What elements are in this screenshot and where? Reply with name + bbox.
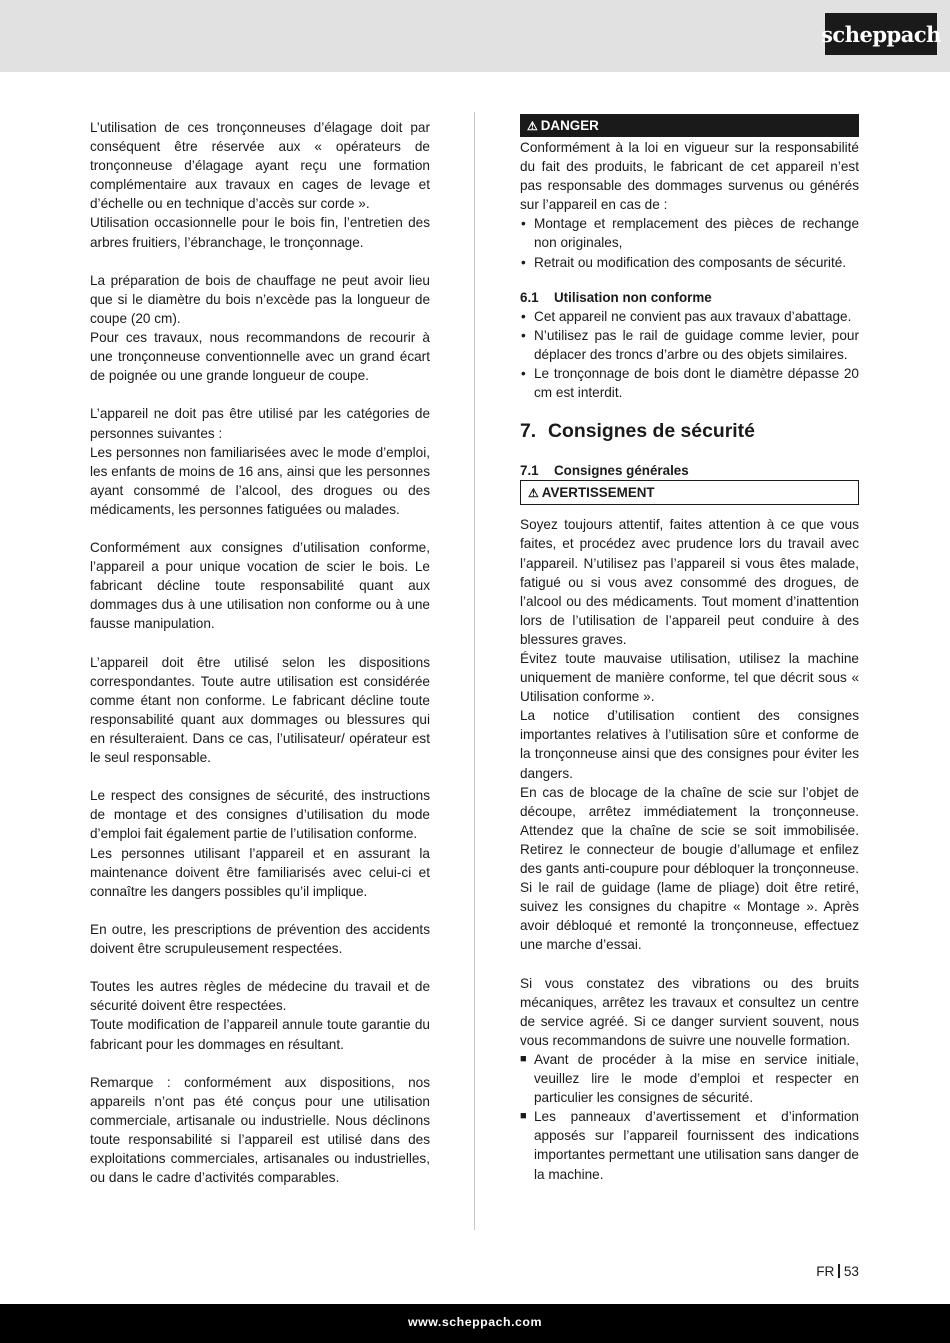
paragraph: L’utilisation de ces tronçonneuses d’élagage doit par conséquent être réservée aux « opérateurs de tronçonneuse d’élagage ayant reçu une formation complémentaire aux travaux en cages de levage et d’échelle ou en technique d’accès sur corde ». xyxy=(90,120,430,212)
bullet-icon: • xyxy=(521,308,526,324)
paragraph: Si vous constatez des vibrations ou des bruits mécaniques, arrêtez les travaux et consultez un centre de service agréé. Si ce danger survient souvent, nous vous recommandons de suivre une nouvelle formation. xyxy=(520,975,859,1048)
paragraph: Soyez toujours attentif, faites attention à ce que vous faites, et procédez avec prudence lors du travail avec l’appareil. N’utilisez pas l’appareil si vous êtes malade, fatigué ou si vous avez consommé des drogues, de l’alcool ou des médicaments. Tout moment d’inattention lors de l’utilisation de l’appareil peut conduire à des blessures graves. xyxy=(520,517,859,647)
warning-triangle-icon: ⚠ xyxy=(527,119,538,133)
danger-label: DANGER xyxy=(540,118,599,133)
paragraph: Toutes les autres règles de médecine du travail et de sécurité doivent être respectées. xyxy=(90,979,430,1014)
paragraph: Les personnes utilisant l’appareil et en assurant la maintenance doivent être familiarisés avec celui-ci et connaître les dangers possibles qu’il implique. xyxy=(90,845,430,899)
paragraph: Évitez toute mauvaise utilisation, utilisez la machine uniquement de manière conforme, tel que décrit sous « Utilisation conforme ». xyxy=(520,650,859,705)
paragraph: Remarque : conformément aux dispositions, nos appareils n’ont pas été conçus pour une utilisation commerciale, artisanale ou industrielle. Nous déclinons toute responsabilité si l’appareil est utilisé dans des exploitations commerciales, artisanales ou industrielles, ou dans le cadre d’activités comparables. xyxy=(90,1074,430,1186)
bullet-icon: • xyxy=(521,216,526,232)
square-bullet-list xyxy=(520,1050,859,1184)
paragraph: En cas de blocage de la chaîne de scie sur l’objet de découpe, arrêtez immédiatement la tronçonneuse. Attendez que la chaîne de scie se soit immobilisée. Retirez le connecteur de bougie d’allumage et enfilez des gants anti-coupure pour débloquer la tronçonneuse. Si le rail de guidage (lame de pliage) doit être retiré, suivez les consignes du chapitre « Montage ». Après avoir débloqué et remonté la tronçonneuse, effectuez une marche d’essai. xyxy=(520,784,859,953)
list-item: • Le tronçonnage de bois dont le diamètre dépasse 20 cm est interdit. xyxy=(521,366,859,401)
section-heading-7: 7. Consignes de sécurité xyxy=(520,420,755,443)
section-heading-6-1: 6.1 Utilisation non conforme xyxy=(520,289,712,305)
brand-logo: scheppach xyxy=(825,13,937,55)
list-item: • Montage et remplacement des pièces de rechange non originales, xyxy=(521,216,859,251)
left-column xyxy=(90,118,430,1187)
column-divider xyxy=(474,112,475,1230)
paragraph: L’appareil doit être utilisé selon les dispositions correspondantes. Toute autre utilisation est considérée comme étant non conforme. Le fabricant décline toute responsabilité quant aux dommages ou blessures qui en résulteraient. Dans ce cas, l’utilisateur/ opérateur est le seul responsable. xyxy=(90,654,430,766)
paragraph: L’appareil ne doit pas être utilisé par les catégories de personnes suivantes : xyxy=(90,406,430,441)
danger-box xyxy=(520,114,859,137)
list-item: ■ Les panneaux d’avertissement et d’information apposés sur l’appareil fournissent des indications importantes permettant une utilisation sans danger de la machine. xyxy=(520,1109,859,1182)
paragraph: La notice d’utilisation contient des consignes importantes relatives à l’utilisation sûre et conforme de la tronçonneuse ainsi que des consignes pour éviter les dangers. xyxy=(520,708,859,781)
website-link[interactable]: www.scheppach.com xyxy=(407,1315,543,1329)
paragraph: Pour ces travaux, nous recommandons de recourir à une tronçonneuse conventionnelle avec un grand écart de poignée ou une grande longueur de coupe. xyxy=(90,330,430,384)
list-item: • Cet appareil ne convient pas aux travaux d’abattage. xyxy=(520,307,859,326)
paragraph: La préparation de bois de chauffage ne peut avoir lieu que si le diamètre du bois n’excède pas la longueur de coupe (20 cm). xyxy=(90,272,430,326)
warning-box xyxy=(520,480,859,505)
list-item: ■ Avant de procéder à la mise en service initiale, veuillez lire le mode d’emploi et respecter en particulier les consignes de sécurité. xyxy=(520,1051,859,1106)
bullet-icon: • xyxy=(521,254,526,270)
header-bar xyxy=(0,0,950,72)
warning-label: AVERTISSEMENT xyxy=(541,485,655,501)
paragraph: Toute modification de l’appareil annule toute garantie du fabricant pour les dommages en résultant. xyxy=(90,1017,430,1052)
square-bullet-icon: ■ xyxy=(520,1052,527,1065)
misuse-list xyxy=(520,307,859,402)
paragraph: Les personnes non familiarisées avec le mode d’emploi, les enfants de moins de 16 ans, ainsi que les personnes ayant consommé de l’alcool, des drogues ou des médicaments, les personnes fatiguées ou malades. xyxy=(90,444,430,517)
bullet-icon: • xyxy=(521,327,526,343)
paragraph: En outre, les prescriptions de prévention des accidents doivent être scrupuleusement respectées. xyxy=(90,921,430,957)
warning-triangle-icon: ⚠ xyxy=(528,486,539,501)
footer-bar xyxy=(0,1304,950,1343)
square-bullet-icon: ■ xyxy=(520,1110,527,1123)
section-heading-7-1: 7.1 Consignes générales xyxy=(520,463,689,479)
bullet-icon: • xyxy=(521,366,526,382)
right-column xyxy=(520,118,859,1184)
paragraph: Conformément aux consignes d’utilisation conforme, l’appareil a pour unique vocation de scier le bois. Le fabricant décline toute responsabilité quant aux dommages dus à une utilisation non conforme ou à une fausse manipulation. xyxy=(90,540,430,632)
list-item: • Retrait ou modification des composants de sécurité. xyxy=(520,253,859,272)
list-item: • N’utilisez pas le rail de guidage comme levier, pour déplacer des troncs d’arbre ou des objets similaires. xyxy=(521,327,859,362)
page-number: FR 53 xyxy=(816,1264,859,1279)
paragraph: Utilisation occasionnelle pour le bois fin, l’entretien des arbres fruitiers, l’ébranchage, le tronçonnage. xyxy=(90,215,430,250)
danger-list xyxy=(520,214,859,271)
danger-text: Conformément à la loi en vigueur sur la responsabilité du fait des produits, le fabricant de cet appareil n’est pas responsable des dommages survenus ou générés sur l’appareil en cas de : xyxy=(520,140,859,213)
paragraph: Le respect des consignes de sécurité, des instructions de montage et des consignes d’utilisation du mode d’emploi fait également partie de l’utilisation conforme. xyxy=(90,788,430,842)
